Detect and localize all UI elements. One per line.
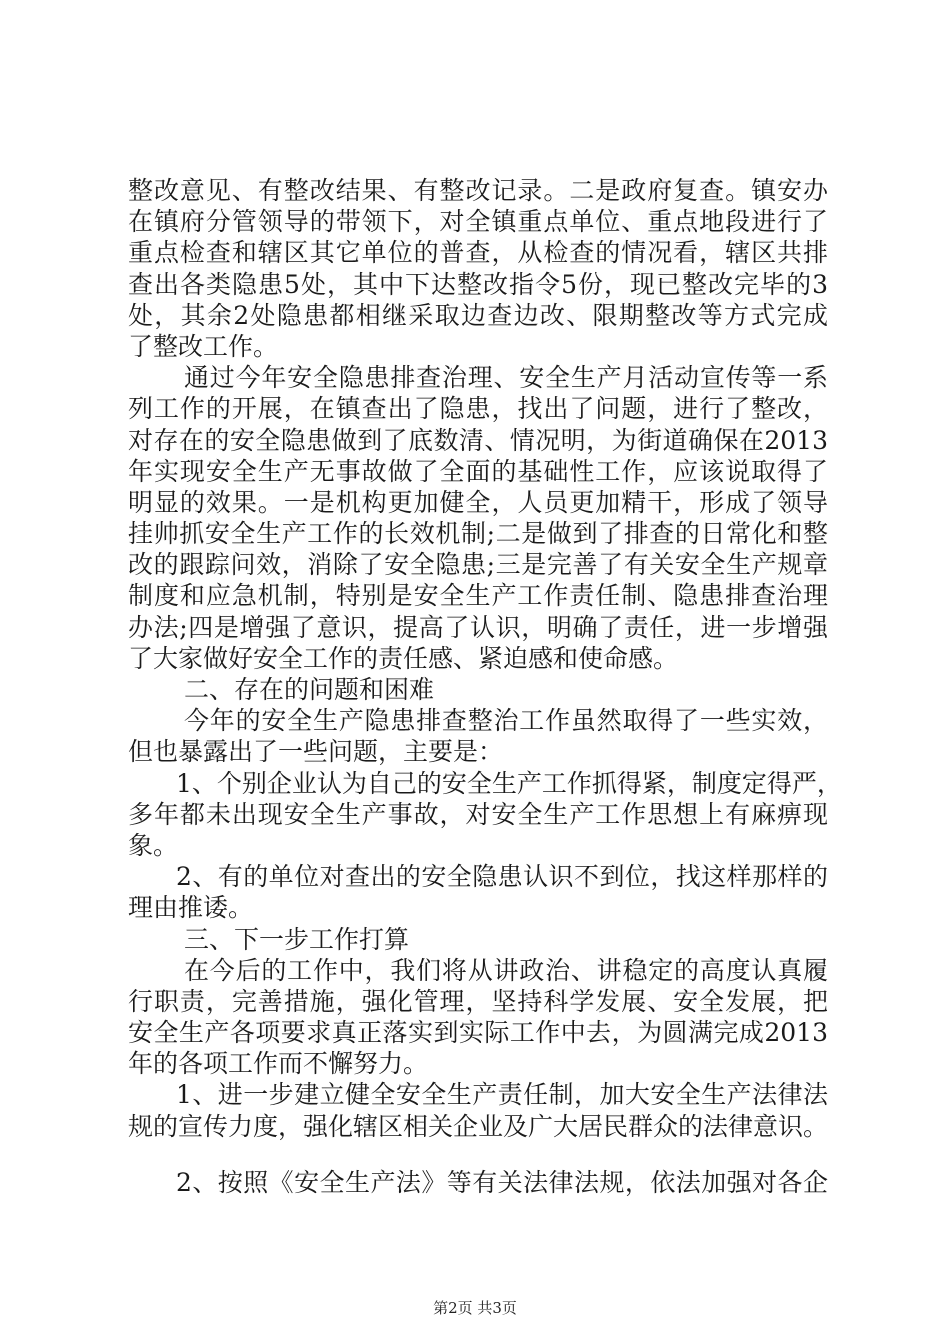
text-line-10: 年实现安全生产无事故做了全面的基础性工作，应该说取得了 [128, 456, 828, 486]
text-line-20: 1、个别企业认为自己的安全生产工作抓得紧，制度定得严， [176, 768, 842, 798]
text-line-29: 年的各项工作而不懈努力。 [128, 1049, 429, 1079]
document-body [128, 175, 842, 1198]
text-line-23: 2、有的单位对查出的安全隐患认识不到位，找这样那样的 [176, 862, 828, 892]
text-line-32: 2、按照《安全生产法》等有关法律法规，依法加强对各企 [176, 1167, 828, 1197]
text-line-31: 规的宣传力度，强化辖区相关企业及广大居民群众的法律意识。 [128, 1111, 829, 1141]
text-line-11: 明显的效果。一是机构更加健全，人员更加精干，形成了领导 [128, 487, 828, 517]
text-line-1: 整改意见、有整改结果、有整改记录。二是政府复查。镇安办 [128, 176, 828, 205]
text-line-22: 象。 [128, 830, 179, 860]
text-line-24: 理由推诿。 [128, 893, 254, 923]
text-line-27: 行职责，完善措施，强化管理，坚持科学发展、安全发展，把 [128, 986, 828, 1016]
text-line-18: 今年的安全生产隐患排查整治工作虽然取得了一些实效， [184, 706, 828, 736]
text-line-28: 安全生产各项要求真正落实到实际工作中去，为圆满完成2013 [128, 1018, 828, 1048]
text-line-19: 但也暴露出了一些问题，主要是： [128, 737, 504, 767]
text-line-16: 了大家做好安全工作的责任感、紧迫感和使命感。 [128, 643, 679, 673]
page-footer: 第2页 共3页 [433, 1299, 517, 1317]
text-line-9: 对存在的安全隐患做到了底数清、情况明，为街道确保在2013 [128, 425, 828, 455]
text-line-3: 重点检查和辖区其它单位的普查，从检查的情况看，辖区共排 [128, 238, 828, 268]
text-line-14: 制度和应急机制，特别是安全生产工作责任制、隐患排查治理 [128, 581, 828, 611]
text-line-26: 在今后的工作中，我们将从讲政治、讲稳定的高度认真履 [184, 955, 828, 985]
text-line-21: 多年都未出现安全生产事故，对安全生产工作思想上有麻痹现 [128, 799, 828, 829]
text-line-2: 在镇府分管领导的带领下，对全镇重点单位、重点地段进行了 [128, 207, 828, 237]
paragraph-gap [128, 1142, 828, 1167]
section-heading-3: 三、下一步工作打算 [184, 924, 410, 954]
text-line-4: 查出各类隐患5处，其中下达整改指令5份，现已整改完毕的3 [128, 269, 828, 299]
text-line-7: 通过今年安全隐患排查治理、安全生产月活动宣传等一系 [184, 363, 828, 393]
text-line-8: 列工作的开展，在镇查出了隐患，找出了问题，进行了整改， [128, 394, 828, 424]
text-line-13: 改的跟踪问效，消除了安全隐患;三是完善了有关安全生产规章 [128, 550, 828, 580]
text-line-5: 处，其余2处隐患都相继采取边查边改、限期整改等方式完成 [128, 300, 828, 330]
text-line-6: 了整改工作。 [128, 331, 279, 361]
section-heading-2: 二、存在的问题和困难 [184, 675, 435, 704]
text-line-30: 1、进一步建立健全安全生产责任制，加大安全生产法律法 [176, 1080, 828, 1110]
text-line-15: 办法;四是增强了意识，提高了认识，明确了责任，进一步增强 [128, 612, 828, 642]
text-line-12: 挂帅抓安全生产工作的长效机制;二是做到了排查的日常化和整 [128, 519, 828, 549]
